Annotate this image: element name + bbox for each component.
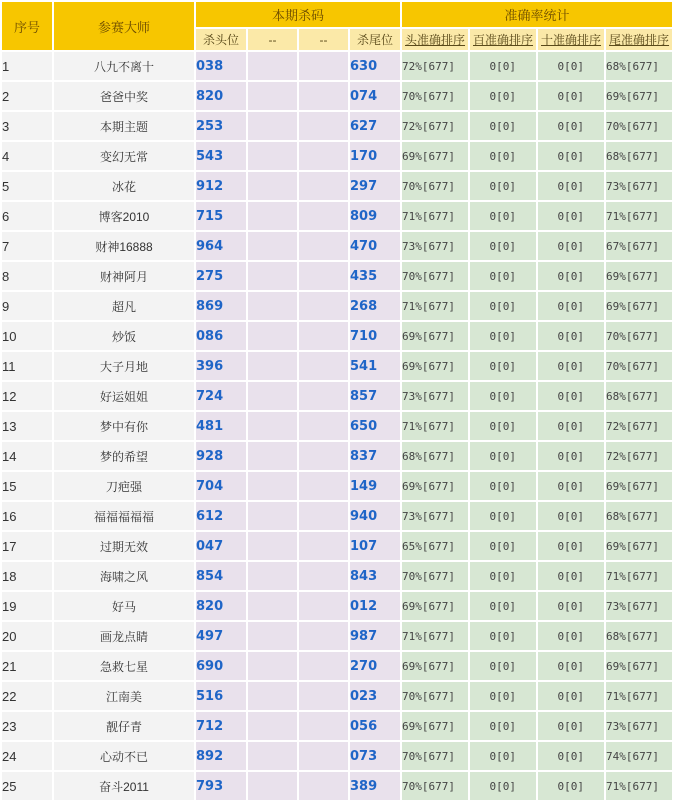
head-accuracy: 69%[677]	[402, 352, 468, 380]
head-accuracy: 69%[677]	[402, 142, 468, 170]
master-name: 好运姐姐	[54, 382, 194, 410]
table-row	[2, 652, 672, 680]
tail-accuracy: 68%[677]	[606, 52, 672, 80]
blank-cell	[299, 652, 348, 680]
head-accuracy: 73%[677]	[402, 382, 468, 410]
blank-cell	[248, 382, 297, 410]
row-number: 21	[2, 652, 52, 680]
ten-accuracy: 0[0]	[538, 202, 604, 230]
blank-cell	[299, 772, 348, 800]
hundred-accuracy: 0[0]	[470, 502, 536, 530]
header-kill-codes: 本期杀码	[196, 2, 400, 27]
kill-tail-code: 170	[350, 142, 400, 170]
tail-accuracy: 72%[677]	[606, 442, 672, 470]
sort-hundred-accuracy-link[interactable]: 百准确排序	[470, 29, 536, 50]
kill-tail-code: 650	[350, 412, 400, 440]
kill-head-code: 715	[196, 202, 246, 230]
blank-cell	[248, 262, 297, 290]
kill-head-code: 820	[196, 592, 246, 620]
kill-tail-code: 710	[350, 322, 400, 350]
row-number: 24	[2, 742, 52, 770]
master-name: 福福福福福	[54, 502, 194, 530]
row-number: 9	[2, 292, 52, 320]
table-row	[2, 82, 672, 110]
master-name: 变幻无常	[54, 142, 194, 170]
kill-tail-code: 940	[350, 502, 400, 530]
ten-accuracy: 0[0]	[538, 172, 604, 200]
head-accuracy: 69%[677]	[402, 322, 468, 350]
hundred-accuracy: 0[0]	[470, 202, 536, 230]
kill-tail-code: 843	[350, 562, 400, 590]
kill-tail-code: 023	[350, 682, 400, 710]
tail-accuracy: 73%[677]	[606, 172, 672, 200]
kill-head-code: 964	[196, 232, 246, 260]
row-number: 7	[2, 232, 52, 260]
kill-tail-code: 809	[350, 202, 400, 230]
kill-head-code: 854	[196, 562, 246, 590]
ten-accuracy: 0[0]	[538, 412, 604, 440]
ten-accuracy: 0[0]	[538, 622, 604, 650]
hundred-accuracy: 0[0]	[470, 232, 536, 260]
row-number: 23	[2, 712, 52, 740]
blank-cell	[299, 292, 348, 320]
master-name: 好马	[54, 592, 194, 620]
hundred-accuracy: 0[0]	[470, 472, 536, 500]
blank-cell	[248, 472, 297, 500]
blank-cell	[299, 262, 348, 290]
kill-head-code: 724	[196, 382, 246, 410]
ten-accuracy: 0[0]	[538, 112, 604, 140]
row-number: 3	[2, 112, 52, 140]
blank-cell	[299, 382, 348, 410]
blank-cell	[299, 742, 348, 770]
master-name: 本期主题	[54, 112, 194, 140]
blank-cell	[248, 682, 297, 710]
blank-cell	[299, 472, 348, 500]
master-name: 梦中有你	[54, 412, 194, 440]
kill-tail-code: 107	[350, 532, 400, 560]
hundred-accuracy: 0[0]	[470, 532, 536, 560]
table-row	[2, 412, 672, 440]
blank-cell	[299, 682, 348, 710]
kill-tail-code: 074	[350, 82, 400, 110]
blank-cell	[248, 322, 297, 350]
head-accuracy: 68%[677]	[402, 442, 468, 470]
row-number: 11	[2, 352, 52, 380]
kill-head-code: 038	[196, 52, 246, 80]
ten-accuracy: 0[0]	[538, 292, 604, 320]
blank-cell	[299, 232, 348, 260]
kill-head-code: 690	[196, 652, 246, 680]
row-number: 8	[2, 262, 52, 290]
table-row	[2, 742, 672, 770]
ten-accuracy: 0[0]	[538, 652, 604, 680]
table-row	[2, 382, 672, 410]
tail-accuracy: 69%[677]	[606, 262, 672, 290]
row-number: 20	[2, 622, 52, 650]
tail-accuracy: 70%[677]	[606, 352, 672, 380]
head-accuracy: 71%[677]	[402, 622, 468, 650]
hundred-accuracy: 0[0]	[470, 712, 536, 740]
head-accuracy: 70%[677]	[402, 742, 468, 770]
blank-cell	[248, 412, 297, 440]
row-number: 15	[2, 472, 52, 500]
row-number: 6	[2, 202, 52, 230]
blank-cell	[299, 112, 348, 140]
tail-accuracy: 73%[677]	[606, 592, 672, 620]
tail-accuracy: 74%[677]	[606, 742, 672, 770]
tail-accuracy: 69%[677]	[606, 82, 672, 110]
table-row	[2, 562, 672, 590]
tail-accuracy: 70%[677]	[606, 112, 672, 140]
row-number: 1	[2, 52, 52, 80]
kill-tail-code: 297	[350, 172, 400, 200]
table-row	[2, 202, 672, 230]
kill-head-code: 516	[196, 682, 246, 710]
row-number: 18	[2, 562, 52, 590]
kill-tail-code: 268	[350, 292, 400, 320]
kill-head-code: 275	[196, 262, 246, 290]
ten-accuracy: 0[0]	[538, 532, 604, 560]
head-accuracy: 73%[677]	[402, 232, 468, 260]
head-accuracy: 71%[677]	[402, 292, 468, 320]
subheader-blank-2: --	[299, 29, 348, 50]
blank-cell	[299, 622, 348, 650]
hundred-accuracy: 0[0]	[470, 682, 536, 710]
blank-cell	[299, 532, 348, 560]
row-number: 2	[2, 82, 52, 110]
table-row	[2, 112, 672, 140]
kill-tail-code: 270	[350, 652, 400, 680]
kill-head-code: 704	[196, 472, 246, 500]
ten-accuracy: 0[0]	[538, 502, 604, 530]
kill-head-code: 481	[196, 412, 246, 440]
subheader-kill-head: 杀头位	[196, 29, 246, 50]
table-row	[2, 442, 672, 470]
blank-cell	[299, 502, 348, 530]
head-accuracy: 73%[677]	[402, 502, 468, 530]
head-accuracy: 69%[677]	[402, 652, 468, 680]
tail-accuracy: 68%[677]	[606, 502, 672, 530]
master-name: 奋斗2011	[54, 772, 194, 800]
master-name: 财神阿月	[54, 262, 194, 290]
kill-tail-code: 987	[350, 622, 400, 650]
ten-accuracy: 0[0]	[538, 712, 604, 740]
kill-tail-code: 073	[350, 742, 400, 770]
table-row	[2, 682, 672, 710]
subheader-kill-tail: 杀尾位	[350, 29, 400, 50]
tail-accuracy: 69%[677]	[606, 652, 672, 680]
blank-cell	[248, 82, 297, 110]
blank-cell	[248, 772, 297, 800]
sort-tail-accuracy-link[interactable]: 尾准确排序	[606, 29, 672, 50]
blank-cell	[248, 202, 297, 230]
tail-accuracy: 71%[677]	[606, 562, 672, 590]
blank-cell	[299, 202, 348, 230]
head-accuracy: 70%[677]	[402, 82, 468, 110]
ten-accuracy: 0[0]	[538, 682, 604, 710]
blank-cell	[248, 142, 297, 170]
blank-cell	[299, 712, 348, 740]
ten-accuracy: 0[0]	[538, 442, 604, 470]
kill-head-code: 543	[196, 142, 246, 170]
kill-head-code: 253	[196, 112, 246, 140]
hundred-accuracy: 0[0]	[470, 352, 536, 380]
blank-cell	[299, 142, 348, 170]
ten-accuracy: 0[0]	[538, 472, 604, 500]
sort-ten-accuracy-link[interactable]: 十准确排序	[538, 29, 604, 50]
tail-accuracy: 67%[677]	[606, 232, 672, 260]
hundred-accuracy: 0[0]	[470, 412, 536, 440]
hundred-accuracy: 0[0]	[470, 592, 536, 620]
hundred-accuracy: 0[0]	[470, 382, 536, 410]
tail-accuracy: 73%[677]	[606, 712, 672, 740]
blank-cell	[248, 292, 297, 320]
tail-accuracy: 72%[677]	[606, 412, 672, 440]
kill-tail-code: 541	[350, 352, 400, 380]
kill-head-code: 396	[196, 352, 246, 380]
ten-accuracy: 0[0]	[538, 592, 604, 620]
kill-tail-code: 435	[350, 262, 400, 290]
blank-cell	[248, 112, 297, 140]
tail-accuracy: 68%[677]	[606, 622, 672, 650]
master-name: 过期无效	[54, 532, 194, 560]
tail-accuracy: 70%[677]	[606, 322, 672, 350]
kill-head-code: 793	[196, 772, 246, 800]
master-name: 刀疤强	[54, 472, 194, 500]
table-row	[2, 502, 672, 530]
tail-accuracy: 71%[677]	[606, 682, 672, 710]
ten-accuracy: 0[0]	[538, 382, 604, 410]
table-row	[2, 142, 672, 170]
kill-tail-code: 470	[350, 232, 400, 260]
master-name: 博客2010	[54, 202, 194, 230]
blank-cell	[248, 172, 297, 200]
master-name: 八九不离十	[54, 52, 194, 80]
subheader-blank-1: --	[248, 29, 297, 50]
sort-head-accuracy-link[interactable]: 头准确排序	[402, 29, 468, 50]
header-master: 参赛大师	[54, 2, 194, 50]
hundred-accuracy: 0[0]	[470, 322, 536, 350]
blank-cell	[248, 622, 297, 650]
ten-accuracy: 0[0]	[538, 742, 604, 770]
kill-head-code: 497	[196, 622, 246, 650]
kill-tail-code: 056	[350, 712, 400, 740]
tail-accuracy: 71%[677]	[606, 202, 672, 230]
table-row	[2, 262, 672, 290]
row-number: 25	[2, 772, 52, 800]
ten-accuracy: 0[0]	[538, 232, 604, 260]
master-name: 江南美	[54, 682, 194, 710]
blank-cell	[248, 712, 297, 740]
row-number: 22	[2, 682, 52, 710]
blank-cell	[299, 442, 348, 470]
row-number: 14	[2, 442, 52, 470]
table-row	[2, 712, 672, 740]
tail-accuracy: 69%[677]	[606, 532, 672, 560]
hundred-accuracy: 0[0]	[470, 772, 536, 800]
row-number: 4	[2, 142, 52, 170]
table-row	[2, 472, 672, 500]
blank-cell	[299, 592, 348, 620]
table-row	[2, 772, 672, 800]
blank-cell	[299, 172, 348, 200]
row-number: 12	[2, 382, 52, 410]
blank-cell	[299, 82, 348, 110]
blank-cell	[299, 352, 348, 380]
tail-accuracy: 68%[677]	[606, 142, 672, 170]
table-row	[2, 322, 672, 350]
ten-accuracy: 0[0]	[538, 352, 604, 380]
table-row	[2, 532, 672, 560]
blank-cell	[248, 592, 297, 620]
kill-tail-code: 012	[350, 592, 400, 620]
blank-cell	[248, 742, 297, 770]
head-accuracy: 72%[677]	[402, 52, 468, 80]
header-accuracy-stats: 准确率统计	[402, 2, 672, 27]
head-accuracy: 70%[677]	[402, 172, 468, 200]
kill-head-code: 928	[196, 442, 246, 470]
head-accuracy: 70%[677]	[402, 262, 468, 290]
row-number: 19	[2, 592, 52, 620]
kill-tail-code: 627	[350, 112, 400, 140]
head-accuracy: 70%[677]	[402, 562, 468, 590]
head-accuracy: 72%[677]	[402, 112, 468, 140]
master-name: 急救七星	[54, 652, 194, 680]
master-name: 冰花	[54, 172, 194, 200]
table-row	[2, 292, 672, 320]
header-number: 序号	[2, 2, 52, 50]
hundred-accuracy: 0[0]	[470, 652, 536, 680]
master-name: 靓仔青	[54, 712, 194, 740]
kill-head-code: 912	[196, 172, 246, 200]
ten-accuracy: 0[0]	[538, 142, 604, 170]
hundred-accuracy: 0[0]	[470, 742, 536, 770]
kill-tail-code: 630	[350, 52, 400, 80]
hundred-accuracy: 0[0]	[470, 52, 536, 80]
blank-cell	[248, 52, 297, 80]
head-accuracy: 71%[677]	[402, 202, 468, 230]
kill-head-code: 086	[196, 322, 246, 350]
tail-accuracy: 69%[677]	[606, 472, 672, 500]
hundred-accuracy: 0[0]	[470, 622, 536, 650]
blank-cell	[248, 352, 297, 380]
kill-tail-code: 837	[350, 442, 400, 470]
kill-head-code: 712	[196, 712, 246, 740]
kill-head-code: 869	[196, 292, 246, 320]
blank-cell	[248, 562, 297, 590]
blank-cell	[248, 652, 297, 680]
kill-tail-code: 857	[350, 382, 400, 410]
head-accuracy: 70%[677]	[402, 682, 468, 710]
blank-cell	[248, 502, 297, 530]
head-accuracy: 69%[677]	[402, 592, 468, 620]
tail-accuracy: 71%[677]	[606, 772, 672, 800]
blank-cell	[299, 562, 348, 590]
kill-head-code: 047	[196, 532, 246, 560]
row-number: 5	[2, 172, 52, 200]
kill-tail-code: 149	[350, 472, 400, 500]
head-accuracy: 69%[677]	[402, 472, 468, 500]
master-name: 海啸之风	[54, 562, 194, 590]
master-name: 梦的希望	[54, 442, 194, 470]
table-row	[2, 592, 672, 620]
blank-cell	[248, 532, 297, 560]
master-name: 心动不已	[54, 742, 194, 770]
hundred-accuracy: 0[0]	[470, 442, 536, 470]
kill-tail-code: 389	[350, 772, 400, 800]
hundred-accuracy: 0[0]	[470, 262, 536, 290]
head-accuracy: 71%[677]	[402, 412, 468, 440]
master-name: 画龙点睛	[54, 622, 194, 650]
hundred-accuracy: 0[0]	[470, 562, 536, 590]
kill-head-code: 820	[196, 82, 246, 110]
hundred-accuracy: 0[0]	[470, 172, 536, 200]
head-accuracy: 65%[677]	[402, 532, 468, 560]
hundred-accuracy: 0[0]	[470, 292, 536, 320]
hundred-accuracy: 0[0]	[470, 82, 536, 110]
row-number: 17	[2, 532, 52, 560]
ten-accuracy: 0[0]	[538, 772, 604, 800]
ten-accuracy: 0[0]	[538, 82, 604, 110]
blank-cell	[299, 322, 348, 350]
table-row	[2, 622, 672, 650]
ten-accuracy: 0[0]	[538, 262, 604, 290]
head-accuracy: 70%[677]	[402, 772, 468, 800]
blank-cell	[248, 232, 297, 260]
master-name: 爸爸中奖	[54, 82, 194, 110]
table-row	[2, 232, 672, 260]
master-name: 大子月地	[54, 352, 194, 380]
kill-head-code: 612	[196, 502, 246, 530]
ten-accuracy: 0[0]	[538, 52, 604, 80]
table-row	[2, 172, 672, 200]
ten-accuracy: 0[0]	[538, 562, 604, 590]
kill-head-code: 892	[196, 742, 246, 770]
ten-accuracy: 0[0]	[538, 322, 604, 350]
row-number: 13	[2, 412, 52, 440]
hundred-accuracy: 0[0]	[470, 112, 536, 140]
head-accuracy: 69%[677]	[402, 712, 468, 740]
table-row	[2, 352, 672, 380]
tail-accuracy: 68%[677]	[606, 382, 672, 410]
blank-cell	[248, 442, 297, 470]
hundred-accuracy: 0[0]	[470, 142, 536, 170]
row-number: 10	[2, 322, 52, 350]
tail-accuracy: 69%[677]	[606, 292, 672, 320]
master-name: 财神16888	[54, 232, 194, 260]
row-number: 16	[2, 502, 52, 530]
master-name: 超凡	[54, 292, 194, 320]
blank-cell	[299, 52, 348, 80]
table-row	[2, 52, 672, 80]
master-name: 炒饭	[54, 322, 194, 350]
blank-cell	[299, 412, 348, 440]
